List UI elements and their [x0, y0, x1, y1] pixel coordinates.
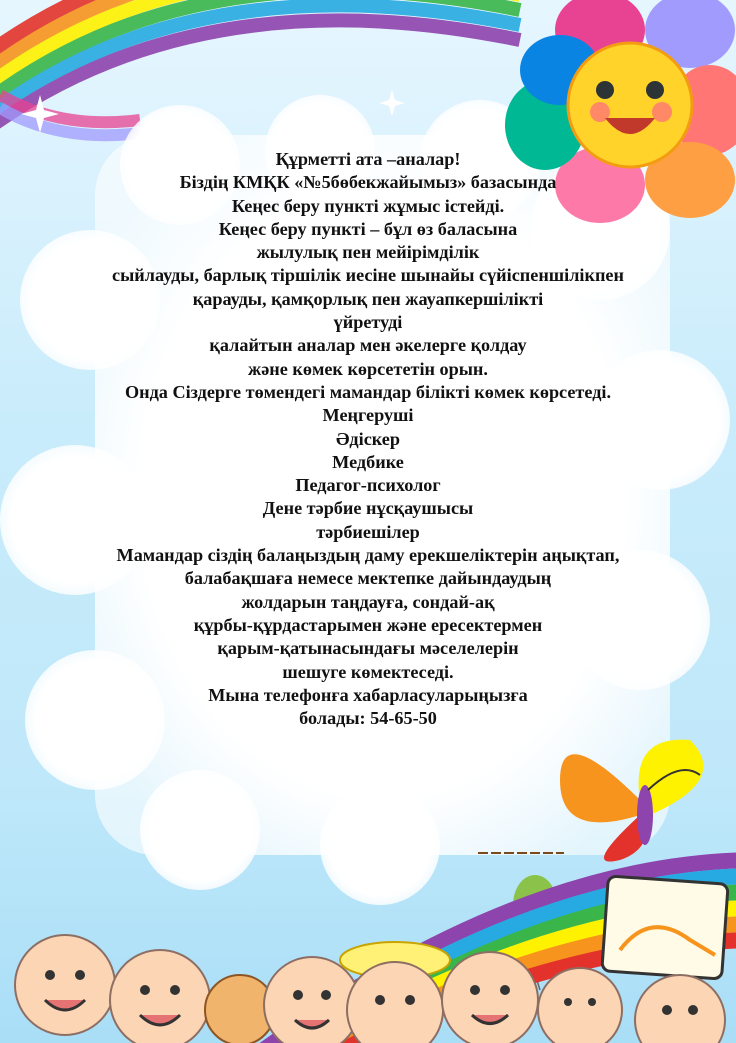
specialist-item: тәрбиешілер	[316, 521, 420, 542]
text-line: сыйлауды, барлық тіршілік иесіне шынайы сүйіспеншілікпен	[112, 265, 624, 286]
specialist-item: Педагог-психолог	[295, 475, 441, 496]
text-line: қарым-қатынасындағы мәселелерін	[217, 638, 519, 659]
text-line: Мына телефонға хабарласуларыңызға	[208, 684, 528, 705]
text-line: балабақшаға немесе мектепке дайындаудың	[184, 568, 552, 589]
phone-line: болады: 54-65-50	[299, 708, 437, 729]
text-line: Мамандар сіздің балаңыздың даму ерекшеліктерін аңықтап,	[116, 545, 620, 566]
text-line: құрбы-құрдастарымен және ересектермен	[193, 614, 543, 635]
text-line: қарауды, қамқорлық пен жауапкершілікті	[192, 288, 544, 309]
text-line: қалайтын аналар мен әкелерге қолдау	[209, 335, 527, 356]
specialist-item: Медбике	[332, 451, 404, 472]
text-line: Кеңес беру пункті – бұл өз баласына	[218, 218, 518, 239]
text-line: үйретуді	[333, 312, 403, 333]
text-line: Біздің КМҚК «№5бөбекжайымыз» базасында	[179, 172, 557, 193]
notice-text	[0, 148, 736, 730]
specialist-item: Дене тәрбие нұсқаушысы	[262, 498, 474, 519]
greeting-line: Құрметті ата –аналар!	[275, 149, 461, 169]
picture-card	[602, 876, 728, 979]
specialist-item: Әдіскер	[336, 428, 400, 449]
side-rainbow-left	[0, 95, 140, 135]
text-line: шешуге көмектеседі.	[282, 661, 454, 682]
text-line: және көмек көрсететін орын.	[248, 358, 488, 379]
specialist-item: Меңгеруші	[322, 405, 414, 426]
text-line: жылулық пен мейірімділік	[256, 242, 480, 263]
text-line: жолдарын таңдауға, сондай-ақ	[241, 591, 495, 612]
text-line: Онда Сіздерге төмендегі мамандар білікті көмек көрсетеді.	[124, 381, 611, 402]
text-line: Кеңес беру пункті жұмыс істейді.	[231, 195, 505, 216]
signature-dash	[478, 850, 564, 856]
